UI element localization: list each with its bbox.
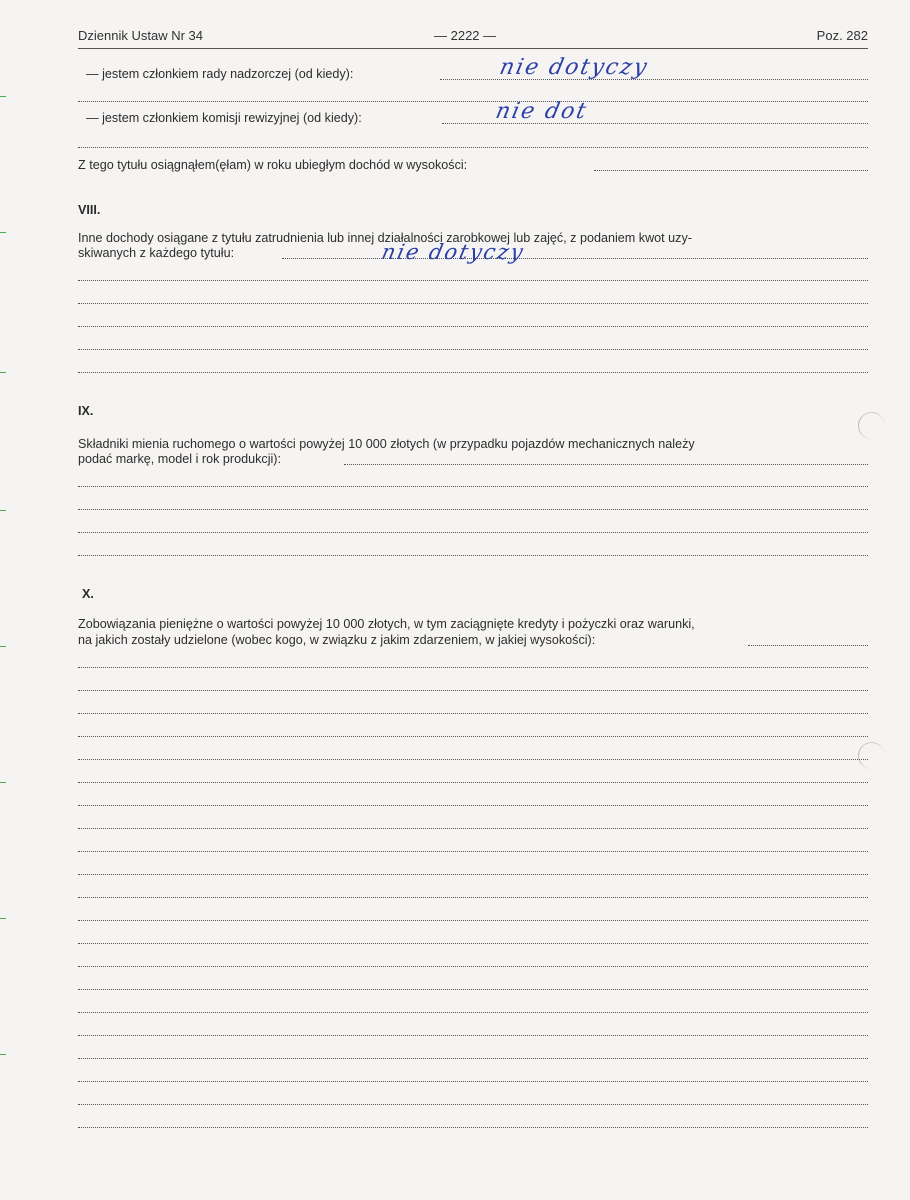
edge-mark: [0, 782, 6, 783]
fill-line[interactable]: [78, 735, 868, 737]
edge-mark: [0, 510, 6, 511]
fill-line[interactable]: [78, 919, 868, 921]
audit-committee-handwritten: nie dot: [493, 99, 591, 124]
fill-line[interactable]: [78, 1126, 868, 1128]
section-viii-field[interactable]: [282, 257, 868, 259]
fill-line[interactable]: [78, 781, 868, 783]
section-viii-text-1: Inne dochody osiągane z tytułu zatrudnienia lub innej działalności zarobkowej lub zajęć, z podaniem kwot uzy-: [78, 231, 692, 245]
journal-title: Dziennik Ustaw Nr 34: [78, 28, 203, 43]
section-x-text-1: Zobowiązania pieniężne o wartości powyżej 10 000 złotych, w tym zaciągnięte kredyty i pożyczki oraz warunki,: [78, 617, 695, 631]
edge-mark: [0, 1054, 6, 1055]
edge-mark: [0, 96, 6, 97]
punch-hole-shadow: [858, 742, 885, 769]
section-ix-heading: IX.: [78, 404, 94, 418]
edge-mark: [0, 918, 6, 919]
fill-line[interactable]: [78, 508, 868, 510]
fill-line[interactable]: [78, 371, 868, 373]
punch-hole-shadow: [858, 412, 885, 439]
fill-line[interactable]: [78, 850, 868, 852]
edge-mark: [0, 646, 6, 647]
page-header: [78, 28, 868, 50]
fill-line[interactable]: [78, 896, 868, 898]
fill-line[interactable]: [78, 485, 868, 487]
fill-line[interactable]: [78, 873, 868, 875]
position-number: Poz. 282: [816, 28, 868, 43]
fill-line[interactable]: [78, 689, 868, 691]
fill-line[interactable]: [78, 1011, 868, 1013]
section-x-field[interactable]: [748, 644, 868, 646]
fill-line[interactable]: [78, 965, 868, 967]
fill-line[interactable]: [78, 712, 868, 714]
section-ix-field[interactable]: [344, 463, 868, 465]
audit-committee-label: — jestem członkiem komisji rewizyjnej (od kiedy):: [86, 111, 362, 125]
section-x-heading: X.: [82, 587, 94, 601]
fill-line[interactable]: [78, 827, 868, 829]
section-x-text-2: na jakich zostały udzielone (wobec kogo, w związku z jakim zdarzeniem, w jakiej wysokości):: [78, 633, 596, 647]
section-viii-heading: VIII.: [78, 203, 101, 217]
fill-line[interactable]: [78, 988, 868, 990]
fill-line[interactable]: [78, 279, 868, 281]
header-rule: [78, 48, 868, 49]
fill-line[interactable]: [78, 804, 868, 806]
income-label: Z tego tytułu osiągnąłem(ęłam) w roku ubiegłym dochód w wysokości:: [78, 158, 468, 172]
fill-line[interactable]: [78, 531, 868, 533]
fill-line[interactable]: [78, 302, 868, 304]
edge-mark: [0, 372, 6, 373]
fill-line[interactable]: [78, 100, 868, 102]
page-number: — 2222 —: [434, 28, 497, 43]
fill-line[interactable]: [78, 1103, 868, 1105]
fill-line[interactable]: [78, 554, 868, 556]
fill-line[interactable]: [78, 1057, 868, 1059]
section-viii-handwritten: nie dotyczy: [379, 240, 527, 264]
fill-line[interactable]: [78, 1034, 868, 1036]
section-ix-text-1: Składniki mienia ruchomego o wartości powyżej 10 000 złotych (w przypadku pojazdów mechanicznych należy: [78, 437, 695, 451]
supervisory-board-handwritten: nie dotyczy: [497, 55, 651, 80]
fill-line[interactable]: [78, 348, 868, 350]
edge-mark: [0, 232, 6, 233]
fill-line[interactable]: [78, 942, 868, 944]
fill-line[interactable]: [78, 758, 868, 760]
supervisory-board-label: — jestem członkiem rady nadzorczej (od kiedy):: [86, 67, 354, 81]
fill-line[interactable]: [78, 325, 868, 327]
fill-line[interactable]: [78, 1080, 868, 1082]
income-field[interactable]: [594, 169, 868, 171]
fill-line[interactable]: [78, 146, 868, 148]
section-viii-text-2: skiwanych z każdego tytułu:: [78, 246, 235, 260]
fill-line[interactable]: [78, 666, 868, 668]
section-ix-text-2: podać markę, model i rok produkcji):: [78, 452, 281, 466]
